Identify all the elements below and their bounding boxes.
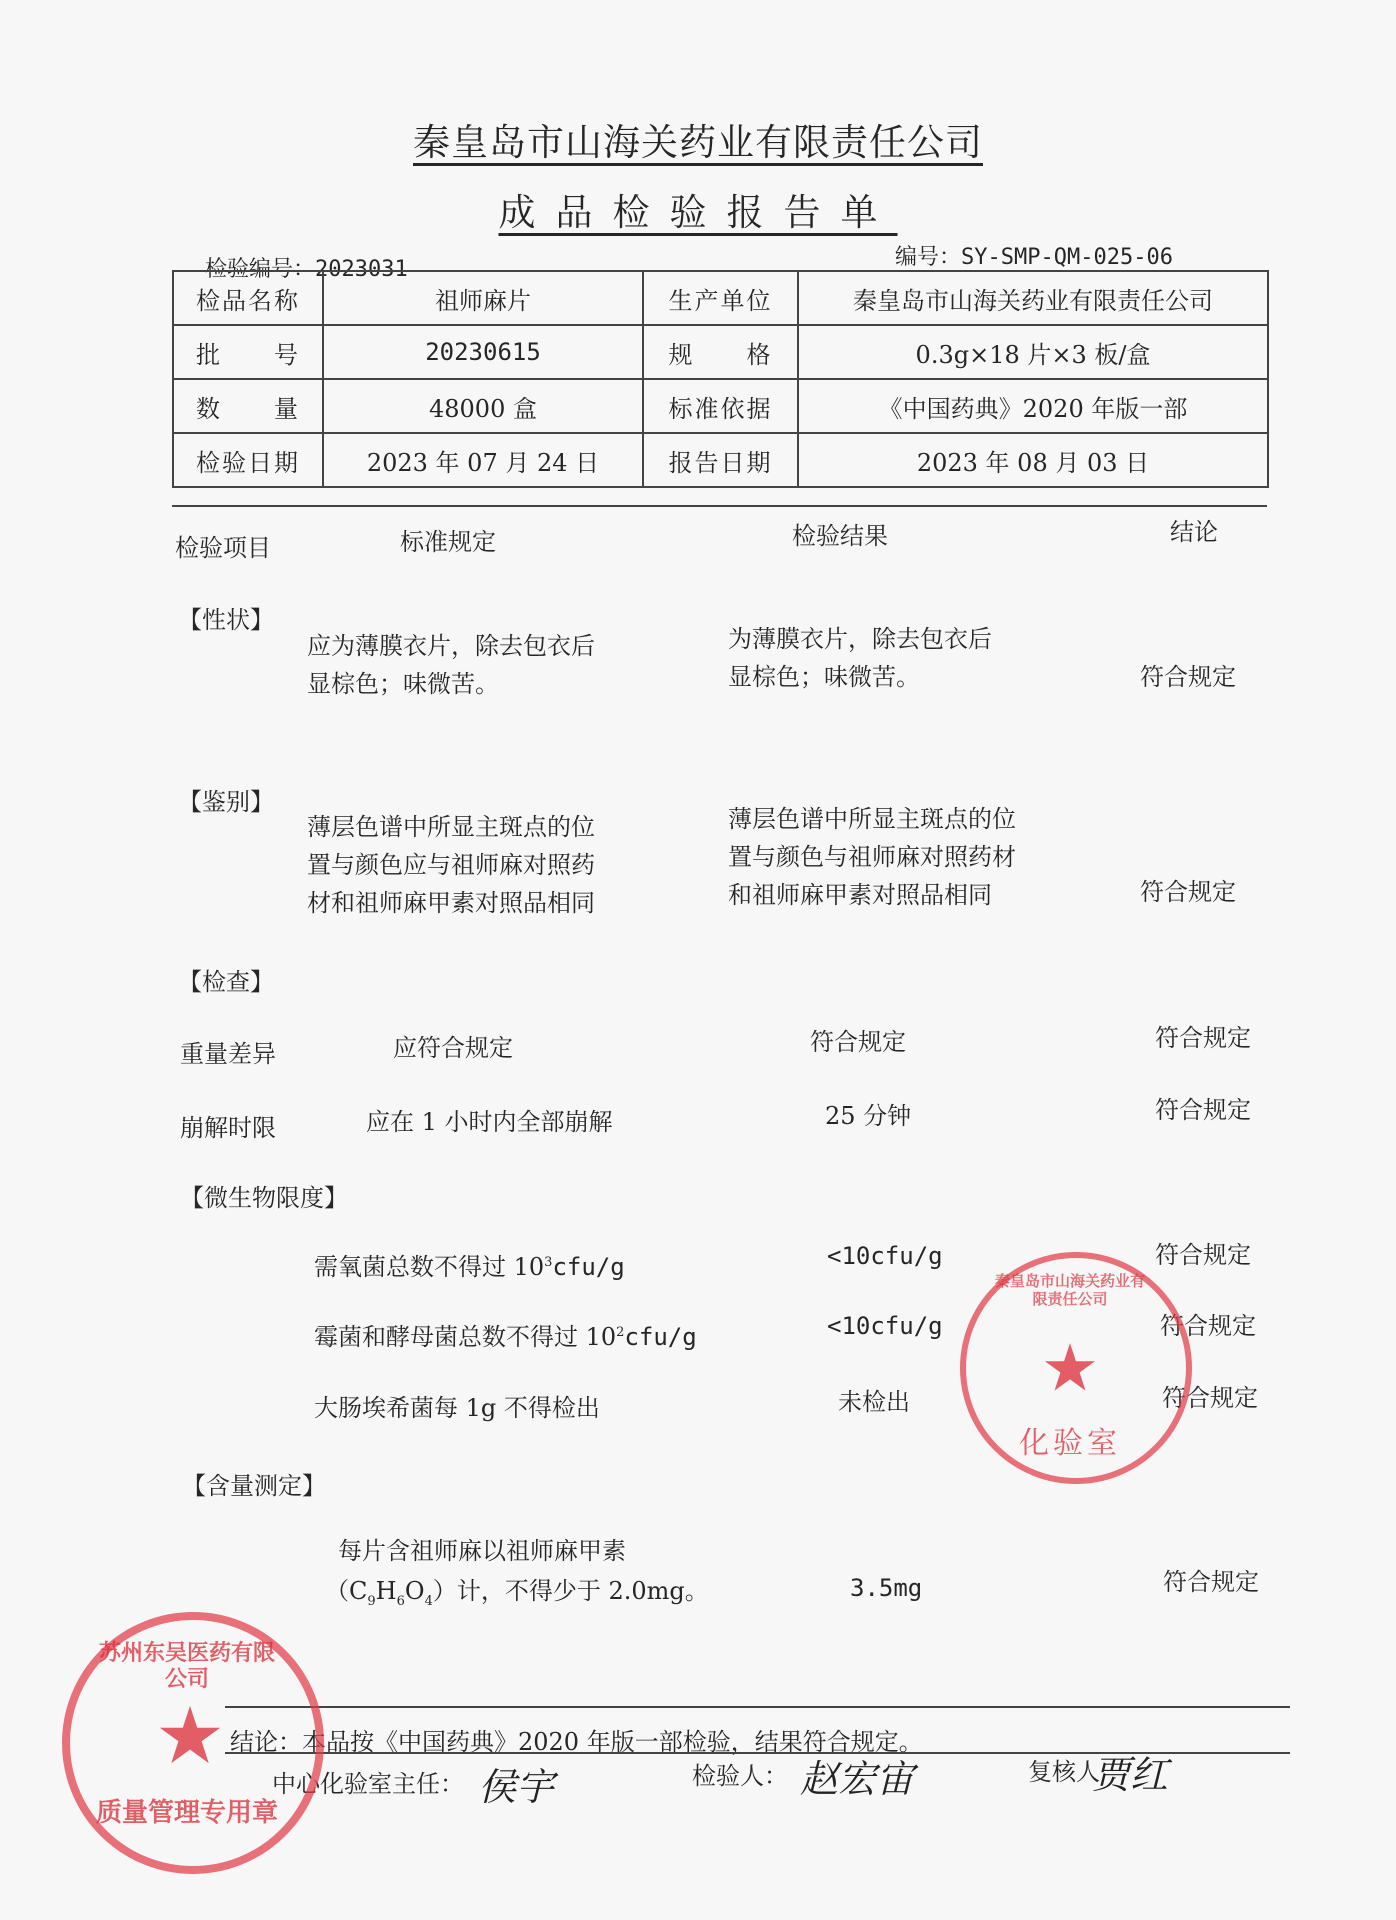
manufacturer: 秦皇岛市山海关药业有限责任公司 — [798, 271, 1268, 325]
quantity: 48000 盒 — [323, 379, 643, 433]
lab-stamp-text: 秦皇岛市山海关药业有限责任公司 — [994, 1272, 1145, 1308]
assay-result: 3.5mg — [850, 1574, 923, 1602]
footer-line-top — [225, 1706, 1290, 1708]
spec-label: 规 格 — [643, 325, 798, 379]
identification-standard: 薄层色谱中所显主斑点的位 置与颜色应与祖师麻对照药 材和祖师麻甲素对照品相同 — [307, 813, 595, 917]
column-header-item: 检验项目 — [175, 534, 271, 562]
column-header-standard: 标准规定 — [400, 528, 496, 556]
disintegration-result: 25 分钟 — [825, 1102, 912, 1130]
ecoli-standard: 大肠埃希菌每 1g 不得检出 — [314, 1394, 600, 1422]
director-label: 中心化验室主任： — [272, 1770, 464, 1798]
identification-conclusion: 符合规定 — [1140, 878, 1236, 906]
weight-variation-name: 重量差异 — [180, 1040, 276, 1068]
standard-label: 标准依据 — [643, 379, 798, 433]
reviewer-label: 复核人 — [1028, 1758, 1100, 1786]
weight-variation-conclusion: 符合规定 — [1155, 1024, 1251, 1052]
section-appearance-title: 【性状】 — [178, 606, 274, 634]
appearance-standard: 应为薄膜衣片，除去包衣后 显棕色；味微苦。 — [307, 632, 595, 698]
column-header-result: 检验结果 — [792, 522, 888, 550]
column-header-conclusion: 结论 — [1170, 518, 1218, 546]
test-date: 2023 年 07 月 24 日 — [323, 433, 643, 487]
final-conclusion: 结论：本品按《中国药典》2020 年版一部检验，结果符合规定。 — [230, 1728, 923, 1756]
appearance-conclusion: 符合规定 — [1140, 663, 1236, 691]
test-date-label: 检验日期 — [173, 433, 323, 487]
weight-variation-standard: 应符合规定 — [393, 1034, 513, 1062]
report-title: 成品检验报告单 — [498, 191, 898, 234]
qa-stamp-star-icon: ★ — [158, 1694, 222, 1777]
divider-line — [172, 505, 1267, 507]
section-assay-title: 【含量测定】 — [182, 1472, 326, 1500]
manufacturer-label: 生产单位 — [643, 271, 798, 325]
assay-conclusion: 符合规定 — [1163, 1568, 1259, 1596]
document-number: 编号：SY-SMP-QM-025-06 — [895, 245, 1173, 270]
director-signature: 侯宇 — [478, 1765, 555, 1809]
mold-yeast-result: <10cfu/g — [827, 1312, 943, 1340]
ecoli-conclusion: 符合规定 — [1162, 1384, 1258, 1412]
disintegration-conclusion: 符合规定 — [1155, 1096, 1251, 1124]
batch-label: 批 号 — [173, 325, 323, 379]
reviewer-signature: 贾红 — [1092, 1753, 1169, 1797]
section-inspection-title: 【检查】 — [178, 968, 274, 996]
qa-stamp-text: 苏州东吴医药有限公司 — [98, 1640, 275, 1692]
section-microbial-title: 【微生物限度】 — [180, 1184, 348, 1212]
disintegration-name: 崩解时限 — [180, 1114, 276, 1142]
standard-basis: 《中国药典》2020 年版一部 — [798, 379, 1268, 433]
report-date-label: 报告日期 — [643, 433, 798, 487]
disintegration-standard: 应在 1 小时内全部崩解 — [366, 1108, 613, 1136]
batch-number: 20230615 — [323, 325, 643, 379]
aerobic-result: <10cfu/g — [827, 1242, 943, 1270]
lab-stamp-label: 化验室 — [1019, 1426, 1121, 1461]
weight-variation-result: 符合规定 — [810, 1028, 906, 1056]
assay-standard: 每片含祖师麻以祖师麻甲素 — [338, 1537, 626, 1565]
aerobic-conclusion: 符合规定 — [1155, 1241, 1251, 1269]
identification-result: 薄层色谱中所显主斑点的位 置与颜色与祖师麻对照药材 和祖师麻甲素对照品相同 — [728, 805, 1016, 909]
mold-yeast-standard: 霉菌和酵母菌总数不得过 $10^2cfu/g$ — [314, 1323, 697, 1351]
product-info-table — [172, 270, 1269, 488]
report-date: 2023 年 08 月 03 日 — [798, 433, 1268, 487]
product-name-label: 检品名称 — [173, 271, 323, 325]
aerobic-standard: 需氧菌总数不得过 $10^3cfu/g$ — [314, 1253, 625, 1281]
assay-standard-formula: $(C_9H_6O_4)$计，不得少于 2.0mg。 — [325, 1577, 709, 1609]
mold-yeast-conclusion: 符合规定 — [1160, 1312, 1256, 1340]
quantity-label: 数 量 — [173, 379, 323, 433]
inspector-label: 检验人： — [692, 1762, 788, 1790]
section-identification-title: 【鉴别】 — [178, 788, 274, 816]
product-name: 祖师麻片 — [323, 271, 643, 325]
qa-stamp-label: 质量管理专用章 — [95, 1798, 278, 1828]
ecoli-result: 未检出 — [838, 1388, 910, 1416]
inspector-signature: 赵宏宙 — [800, 1757, 915, 1801]
inspection-number: 检验编号：2023031 — [205, 257, 408, 282]
lab-stamp-star-icon: ★ — [1044, 1334, 1096, 1402]
appearance-result: 为薄膜衣片，除去包衣后 显棕色；味微苦。 — [728, 625, 992, 691]
specification: 0.3g×18 片×3 板/盒 — [798, 325, 1268, 379]
company-title: 秦皇岛市山海关药业有限责任公司 — [413, 121, 983, 164]
